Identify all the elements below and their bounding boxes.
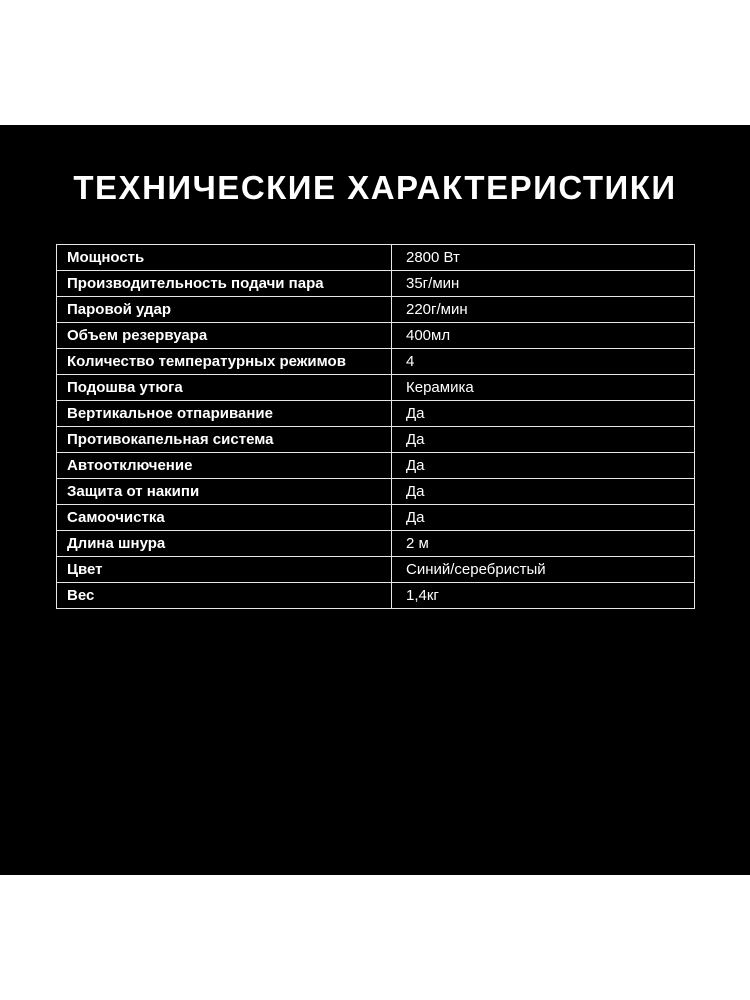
spec-label: Вес <box>57 583 392 609</box>
table-row <box>57 557 695 583</box>
spec-value: 400мл <box>392 323 695 349</box>
table-row <box>57 583 695 609</box>
page-title: ТЕХНИЧЕСКИЕ ХАРАКТЕРИСТИКИ <box>73 169 677 206</box>
spec-value: 35г/мин <box>392 271 695 297</box>
table-row <box>57 323 695 349</box>
table-row <box>57 531 695 557</box>
table-row <box>57 375 695 401</box>
spec-table <box>56 244 695 609</box>
spec-label: Подошва утюга <box>57 375 392 401</box>
spec-value: Да <box>392 505 695 531</box>
spec-label: Вертикальное отпаривание <box>57 401 392 427</box>
spec-value: 2800 Вт <box>392 245 695 271</box>
spec-label: Длина шнура <box>57 531 392 557</box>
table-row <box>57 271 695 297</box>
spec-value: Да <box>392 453 695 479</box>
spec-value: Синий/серебристый <box>392 557 695 583</box>
table-row <box>57 349 695 375</box>
spec-value: Да <box>392 479 695 505</box>
spec-value: 1,4кг <box>392 583 695 609</box>
spec-label: Цвет <box>57 557 392 583</box>
spec-value: Да <box>392 401 695 427</box>
spec-value: Керамика <box>392 375 695 401</box>
spec-label: Мощность <box>57 245 392 271</box>
spec-label: Паровой удар <box>57 297 392 323</box>
spec-label: Производительность подачи пара <box>57 271 392 297</box>
spec-value: Да <box>392 427 695 453</box>
table-row <box>57 427 695 453</box>
spec-value: 4 <box>392 349 695 375</box>
spec-label: Защита от накипи <box>57 479 392 505</box>
table-row <box>57 479 695 505</box>
spec-label: Самоочистка <box>57 505 392 531</box>
spec-label: Противокапельная система <box>57 427 392 453</box>
table-row <box>57 297 695 323</box>
spec-label: Количество температурных режимов <box>57 349 392 375</box>
spec-value: 220г/мин <box>392 297 695 323</box>
table-row <box>57 453 695 479</box>
spec-label: Автоотключение <box>57 453 392 479</box>
table-row <box>57 505 695 531</box>
table-row <box>57 245 695 271</box>
spec-value: 2 м <box>392 531 695 557</box>
table-row <box>57 401 695 427</box>
spec-label: Объем резервуара <box>57 323 392 349</box>
